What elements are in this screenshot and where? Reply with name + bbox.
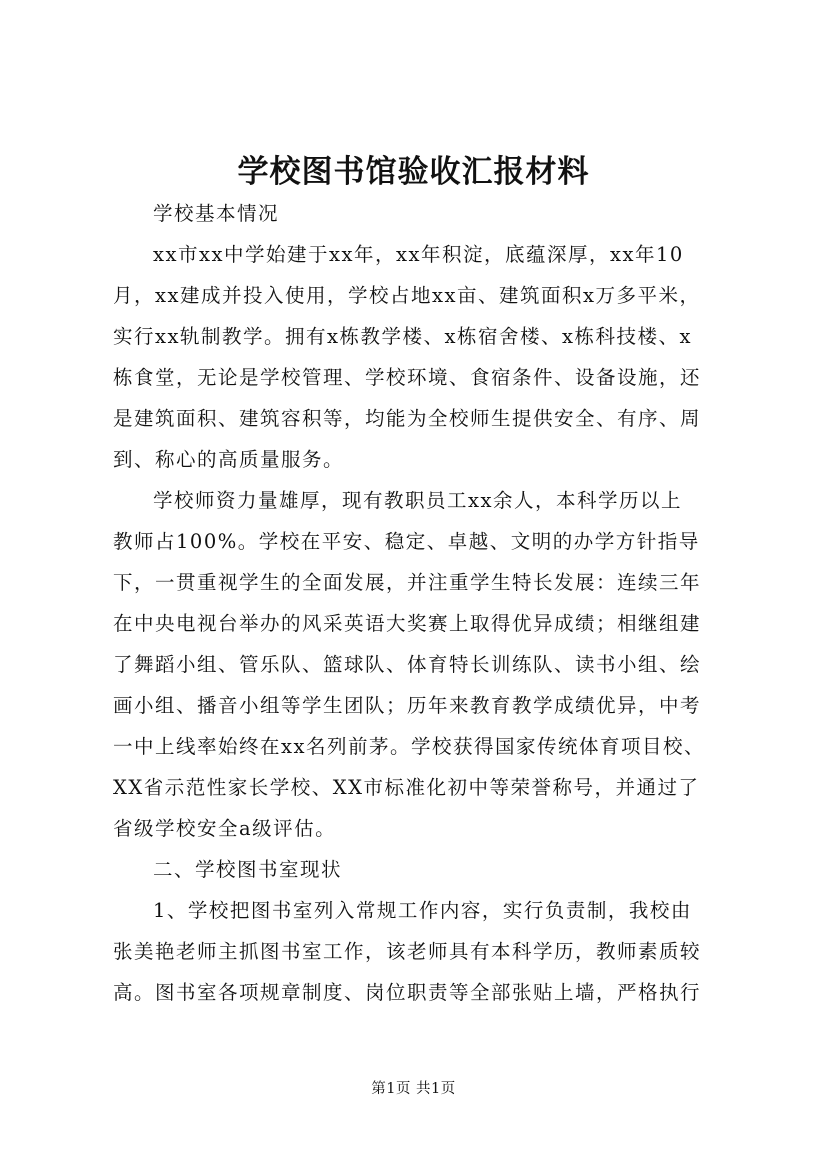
paragraph-line: 月，xx建成并投入使用，学校占地xx亩、建筑面积x万多平米， xyxy=(113,284,701,307)
section-heading-basic-info: 学校基本情况 xyxy=(153,202,280,225)
paragraph-line: XX省示范性家长学校、XX市标准化初中等荣誉称号，并通过了 xyxy=(113,776,700,799)
paragraph-line: xx市xx中学始建于xx年，xx年积淀，底蕴深厚，xx年10 xyxy=(153,243,684,266)
paragraph-line: 教师占100%。学校在平安、稳定、卓越、文明的办学方针指导 xyxy=(113,530,700,553)
page-footer: 第1页 共1页 xyxy=(371,1081,456,1097)
paragraph-line: 下，一贯重视学生的全面发展，并注重学生特长发展：连续三年 xyxy=(113,571,702,594)
paragraph-line: 学校师资力量雄厚，现有教职员工xx余人，本科学历以上 xyxy=(153,489,682,512)
paragraph-line: 实行xx轨制教学。拥有x栋教学楼、x栋宿舍楼、x栋科技楼、x xyxy=(113,325,692,348)
paragraph-line: 是建筑面积、建筑容积等，均能为全校师生提供安全、有序、周 xyxy=(113,407,702,430)
paragraph-line: 在中央电视台举办的风采英语大奖赛上取得优异成绩；相继组建 xyxy=(113,612,702,635)
paragraph-line: 画小组、播音小组等学生团队；历年来教育教学成绩优异，中考 xyxy=(113,694,702,717)
paragraph-line: 了舞蹈小组、管乐队、篮球队、体育特长训练队、读书小组、绘 xyxy=(113,653,702,676)
paragraph-line: 省级学校安全a级评估。 xyxy=(113,817,337,840)
paragraph-line: 张美艳老师主抓图书室工作，该老师具有本科学历，教师素质较 xyxy=(113,940,702,963)
paragraph-line: 栋食堂，无论是学校管理、学校环境、食宿条件、设备设施，还 xyxy=(113,366,702,389)
paragraph-line: 到、称心的高质量服务。 xyxy=(113,448,345,471)
paragraph-line: 1、学校把图书室列入常规工作内容，实行负责制，我校由 xyxy=(153,899,692,922)
paragraph-line: 一中上线率始终在xx名列前茅。学校获得国家传统体育项目校、 xyxy=(113,735,705,758)
paragraph-line: 高。图书室各项规章制度、岗位职责等全部张贴上墙，严格执行 xyxy=(113,981,702,1004)
page-title: 学校图书馆验收汇报材料 xyxy=(237,154,590,190)
document-body xyxy=(113,193,738,1013)
section-heading-library-status: 二、学校图书室现状 xyxy=(153,858,343,881)
